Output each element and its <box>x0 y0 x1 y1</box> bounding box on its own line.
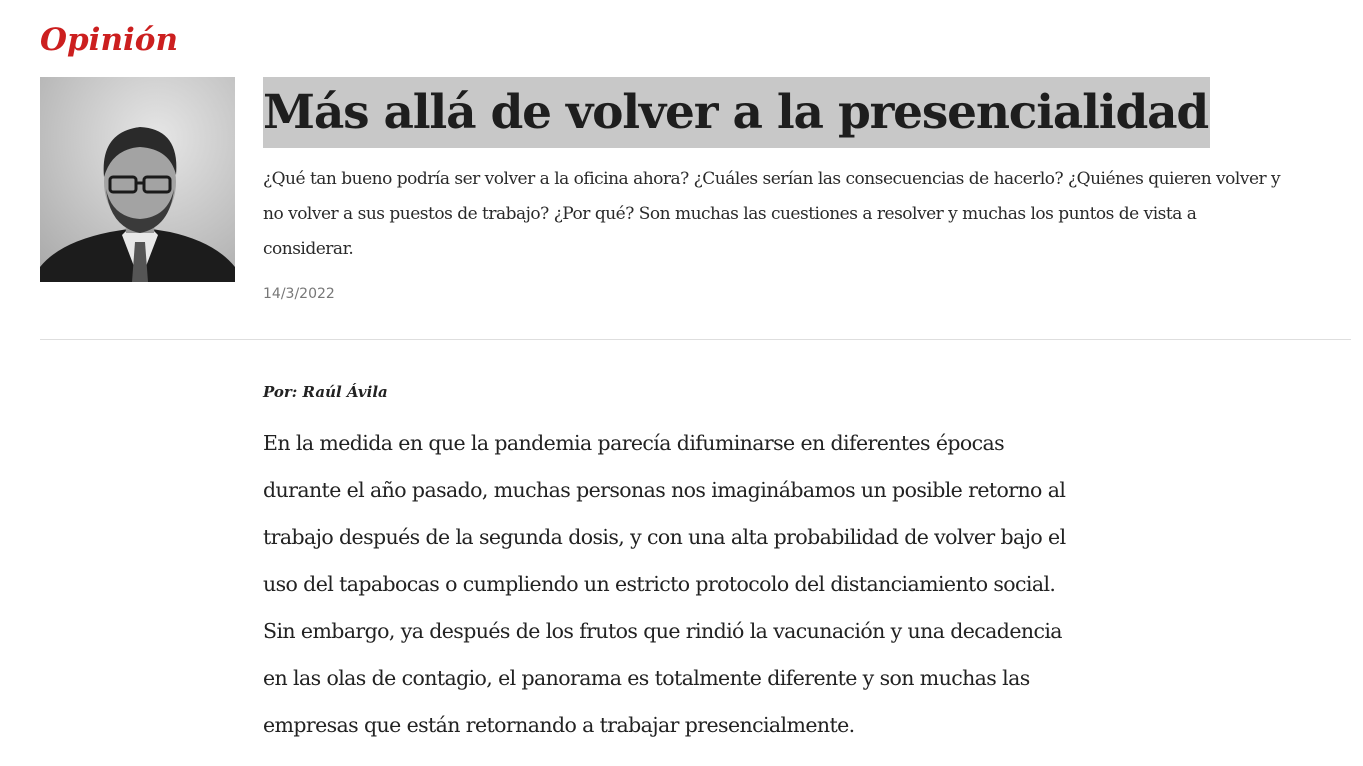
summary-line: ¿Qué tan bueno podría ser volver a la oficina ahora? ¿Cuáles serían las consecuencias de hacerlo? ¿Quiénes quieren volver y <box>263 169 1281 189</box>
article-body <box>263 420 1143 749</box>
article-headline: Más allá de volver a la presencialidad <box>263 77 1210 148</box>
body-line: uso del tapabocas o cumpliendo un estricto protocolo del distanciamiento social. <box>263 572 1056 596</box>
author-photo <box>40 77 235 282</box>
section-label[interactable]: Opinión <box>40 22 178 58</box>
body-line: empresas que están retornando a trabajar presencialmente. <box>263 713 855 737</box>
publish-date: 14/3/2022 <box>263 286 335 302</box>
body-line: trabajo después de la segunda dosis, y con una alta probabilidad de volver bajo el <box>263 525 1066 549</box>
body-line: en las olas de contagio, el panorama es totalmente diferente y son muchas las <box>263 666 1030 690</box>
divider <box>40 339 1351 340</box>
article-summary <box>263 162 1353 267</box>
summary-line: considerar. <box>263 239 354 259</box>
author-byline: Por: Raúl Ávila <box>263 383 388 401</box>
body-line: En la medida en que la pandemia parecía difuminarse en diferentes épocas <box>263 431 1005 455</box>
headline-container <box>263 77 1210 148</box>
body-line: Sin embargo, ya después de los frutos que rindió la vacunación y una decadencia <box>263 619 1062 643</box>
body-line: durante el año pasado, muchas personas nos imaginábamos un posible retorno al <box>263 478 1066 502</box>
summary-line: no volver a sus puestos de trabajo? ¿Por qué? Son muchas las cuestiones a resolver y muchas los puntos de vista a <box>263 204 1197 224</box>
